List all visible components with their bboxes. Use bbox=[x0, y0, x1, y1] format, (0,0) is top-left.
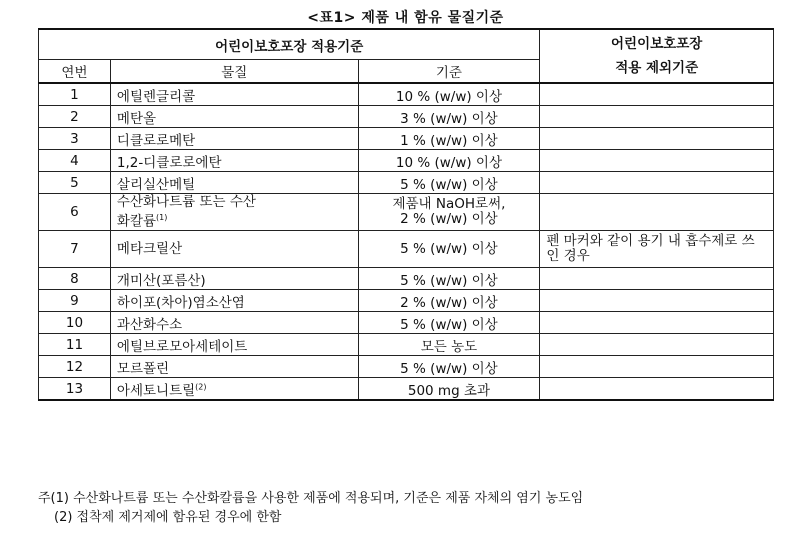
substance-line2: 화칼륨 bbox=[116, 213, 157, 230]
table-row bbox=[39, 231, 774, 268]
row-number: 3 bbox=[39, 128, 111, 150]
footnote-1: 주(1) 수산화나트륨 또는 수산화칼륨을 사용한 제품에 적용되며, 기준은 제품 자체의 염기 농도임 bbox=[38, 491, 584, 506]
row-number: 1 bbox=[39, 83, 111, 106]
table-row bbox=[39, 128, 774, 150]
standard-cell bbox=[358, 194, 540, 231]
substance-cell: 과산화수소 bbox=[110, 312, 358, 334]
row-number: 11 bbox=[39, 334, 111, 356]
standard-cell: 1 % (w/w) 이상 bbox=[358, 128, 540, 150]
standard-cell: 5 % (w/w) 이상 bbox=[358, 268, 540, 290]
exempt-cell bbox=[540, 334, 774, 356]
standard-line2: 2 % (w/w) 이상 bbox=[400, 211, 498, 227]
exempt-cell bbox=[540, 172, 774, 194]
standard-cell: 모든 농도 bbox=[358, 334, 540, 356]
substance-text: 아세토니트릴 bbox=[116, 382, 196, 399]
standard-cell: 5 % (w/w) 이상 bbox=[358, 231, 540, 268]
table-row bbox=[39, 334, 774, 356]
row-number: 13 bbox=[39, 378, 111, 401]
standard-cell: 500 mg 초과 bbox=[358, 378, 540, 401]
exempt-cell bbox=[540, 356, 774, 378]
table-row bbox=[39, 290, 774, 312]
row-number: 6 bbox=[39, 194, 111, 231]
row-number: 10 bbox=[39, 312, 111, 334]
row-number: 12 bbox=[39, 356, 111, 378]
header-exempt-line2: 적용 제외기준 bbox=[615, 60, 699, 76]
substance-cell: 모르폴린 bbox=[110, 356, 358, 378]
substance-cell: 메탄올 bbox=[110, 106, 358, 128]
row-number: 5 bbox=[39, 172, 111, 194]
substance-cell: 하이포(차아)염소산염 bbox=[110, 290, 358, 312]
header-standard: 기준 bbox=[358, 60, 540, 84]
substance-standards-table bbox=[38, 28, 774, 401]
header-exempt-line1: 어린이보호포장 bbox=[611, 36, 703, 52]
substance-cell: 에틸브로모아세테이트 bbox=[110, 334, 358, 356]
header-group: 어린이보호포장 적용기준 bbox=[39, 29, 540, 60]
footnote-2: (2) 접착제 제거제에 함유된 경우에 한함 bbox=[54, 510, 282, 525]
exempt-cell bbox=[540, 290, 774, 312]
substance-cell: 메타크릴산 bbox=[110, 231, 358, 268]
substance-cell: 에틸렌글리콜 bbox=[110, 83, 358, 106]
footnote-marker-1: (1) bbox=[156, 212, 168, 222]
table-row bbox=[39, 312, 774, 334]
exempt-cell bbox=[540, 83, 774, 106]
standard-cell: 2 % (w/w) 이상 bbox=[358, 290, 540, 312]
footnote-marker-2: (2) bbox=[195, 382, 207, 391]
standard-cell: 10 % (w/w) 이상 bbox=[358, 83, 540, 106]
standard-cell: 5 % (w/w) 이상 bbox=[358, 172, 540, 194]
header-exempt bbox=[540, 29, 774, 83]
substance-line1: 수산화나트륨 또는 수산 bbox=[116, 193, 256, 210]
exempt-cell bbox=[540, 312, 774, 334]
substance-cell: 1,2-디클로로에탄 bbox=[110, 150, 358, 172]
exempt-cell bbox=[540, 378, 774, 401]
header-no: 연번 bbox=[39, 60, 111, 84]
substance-cell bbox=[110, 378, 358, 401]
header-substance: 물질 bbox=[110, 60, 358, 84]
table-row bbox=[39, 106, 774, 128]
standard-cell: 10 % (w/w) 이상 bbox=[358, 150, 540, 172]
standard-cell: 5 % (w/w) 이상 bbox=[358, 312, 540, 334]
substance-cell: 디클로로메탄 bbox=[110, 128, 358, 150]
table-row bbox=[39, 83, 774, 106]
table-row bbox=[39, 356, 774, 378]
row-number: 9 bbox=[39, 290, 111, 312]
row-number: 8 bbox=[39, 268, 111, 290]
substance-cell: 살리실산메틸 bbox=[110, 172, 358, 194]
substance-cell: 개미산(포름산) bbox=[110, 268, 358, 290]
exempt-cell bbox=[540, 128, 774, 150]
table-row bbox=[39, 172, 774, 194]
exempt-cell bbox=[540, 106, 774, 128]
table-title: <표1> 제품 내 함유 물질기준 bbox=[307, 10, 504, 26]
standard-line1: 제품내 NaOH로써, bbox=[392, 196, 506, 212]
exempt-cell: 펜 마커와 같이 용기 내 흡수제로 쓰인 경우 bbox=[540, 231, 774, 268]
table-row bbox=[39, 194, 774, 231]
table-row bbox=[39, 268, 774, 290]
standard-cell: 5 % (w/w) 이상 bbox=[358, 356, 540, 378]
table-row bbox=[39, 150, 774, 172]
exempt-cell bbox=[540, 268, 774, 290]
row-number: 4 bbox=[39, 150, 111, 172]
footnotes bbox=[38, 489, 583, 527]
exempt-cell bbox=[540, 194, 774, 231]
row-number: 2 bbox=[39, 106, 111, 128]
exempt-cell bbox=[540, 150, 774, 172]
substance-cell bbox=[110, 194, 358, 231]
standard-cell: 3 % (w/w) 이상 bbox=[358, 106, 540, 128]
row-number: 7 bbox=[39, 231, 111, 268]
table-row bbox=[39, 378, 774, 401]
